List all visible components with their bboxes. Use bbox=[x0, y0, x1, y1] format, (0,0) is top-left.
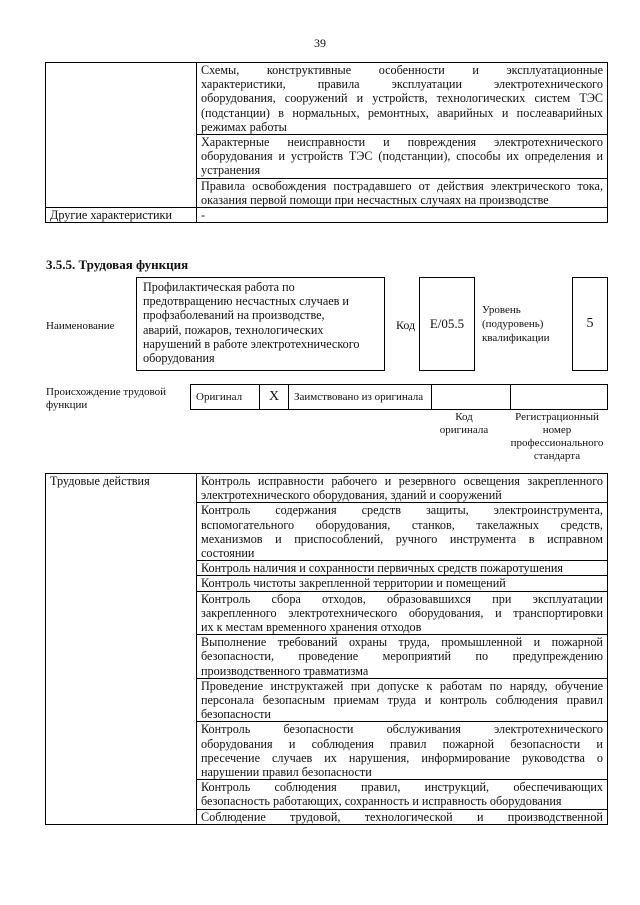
word: по bbox=[475, 649, 489, 664]
word: отходов, bbox=[322, 591, 366, 606]
text-line bbox=[201, 649, 603, 663]
word: электротехнического bbox=[494, 722, 603, 737]
knowledge-cell-first-aid bbox=[197, 178, 608, 207]
word: оборудования bbox=[201, 736, 273, 751]
word: характеристики, bbox=[201, 77, 286, 92]
word: средств, bbox=[560, 517, 603, 532]
text-line: режимах работы bbox=[201, 119, 287, 134]
word: и bbox=[476, 809, 484, 824]
text-line bbox=[201, 635, 603, 649]
knowledge-cell-schemes bbox=[197, 63, 608, 135]
word: производственной bbox=[507, 809, 603, 824]
caption-line: оригинала bbox=[439, 424, 489, 436]
word: и bbox=[275, 531, 282, 546]
word: неисправности bbox=[287, 135, 366, 150]
page-number: 39 bbox=[314, 36, 326, 50]
caption-line: номер bbox=[542, 424, 572, 436]
level-label-line: Уровень bbox=[482, 304, 521, 316]
word: обеспечивающих bbox=[513, 780, 603, 795]
name-label: Наименование bbox=[46, 320, 115, 332]
word: Контроль bbox=[201, 780, 251, 795]
word: правил bbox=[390, 736, 427, 751]
word: безопасности bbox=[283, 722, 354, 737]
word: эксплуатации bbox=[391, 77, 462, 92]
original-mark: X bbox=[260, 385, 289, 410]
word: эксплуатационные bbox=[506, 63, 603, 77]
text-line: Контроль исправности рабочего и резервного освещения закрепленного bbox=[201, 474, 603, 488]
level-label-line: квалификации bbox=[482, 332, 550, 344]
word: безопасности, bbox=[201, 649, 275, 664]
word: мероприятий bbox=[382, 649, 452, 664]
name-line: оборудования bbox=[143, 351, 215, 366]
text-line bbox=[201, 518, 603, 532]
word: промышленной bbox=[441, 635, 523, 650]
word: вспомогательного bbox=[201, 517, 295, 532]
word: труда, bbox=[398, 635, 430, 650]
text-line: устранения bbox=[201, 163, 261, 178]
word: электротехнического bbox=[494, 77, 603, 92]
word: конструктивные bbox=[266, 63, 352, 77]
labor-actions-table bbox=[45, 473, 608, 825]
caption-line: стандарта bbox=[533, 450, 581, 462]
word: оборудования, bbox=[315, 517, 391, 532]
labor-action-item bbox=[197, 561, 608, 576]
word: в bbox=[528, 531, 535, 546]
word: Схемы, bbox=[201, 63, 240, 77]
text-line: безопасности bbox=[201, 707, 271, 722]
name-line: предотвращению несчастных случаев и bbox=[143, 294, 349, 309]
origin-label-line: функции bbox=[46, 399, 88, 411]
word: безопасности bbox=[510, 736, 581, 751]
text-line: персонала безопасным приемам труда и контроль соблюдения правил bbox=[201, 693, 603, 708]
word: станков, bbox=[411, 517, 455, 532]
labor-action-item bbox=[197, 635, 608, 679]
knowledge-cell-faults bbox=[197, 135, 608, 179]
text-line bbox=[201, 135, 603, 149]
word: Контроль bbox=[201, 591, 251, 606]
word: правила bbox=[317, 77, 360, 92]
text-line bbox=[201, 592, 603, 606]
text-line bbox=[201, 503, 603, 517]
original-label: Оригинал bbox=[191, 385, 260, 410]
code-label: Код bbox=[396, 318, 416, 332]
registration-number-caption bbox=[506, 411, 608, 463]
text-line: оборудования, сооружений и устройств, технологических систем ТЭС bbox=[201, 91, 603, 106]
origin-label-line: Происхождение трудовой bbox=[46, 386, 167, 398]
word: такелажных bbox=[476, 517, 539, 532]
text-line bbox=[201, 63, 603, 77]
caption-line: Регистрационный bbox=[515, 411, 599, 423]
word: исправном bbox=[547, 531, 603, 546]
word: электроинструмента, bbox=[493, 503, 603, 518]
name-line: аварий, пожаров, технологических bbox=[143, 322, 324, 337]
text-line: безопасность работающих, сохранность и исправность оборудования bbox=[201, 794, 562, 809]
labor-action-item bbox=[197, 809, 608, 824]
word: и bbox=[383, 135, 390, 150]
name-line: Профилактическая работа по bbox=[143, 280, 295, 294]
level-value-box bbox=[572, 277, 608, 371]
text-line: производственного травматизма bbox=[201, 663, 369, 678]
code-value-box bbox=[419, 277, 475, 371]
word: ручного bbox=[395, 531, 438, 546]
text-line bbox=[201, 722, 603, 736]
knowledge-table bbox=[45, 62, 608, 223]
word: приспособлений, bbox=[294, 531, 384, 546]
labor-action-item bbox=[197, 591, 608, 635]
word: инструкций, bbox=[424, 780, 490, 795]
word: и bbox=[288, 736, 296, 751]
text-line: состоянии bbox=[201, 546, 255, 561]
word: и bbox=[472, 63, 479, 77]
text-line: Контроль наличия и сохранности первичных средств пожаротушения bbox=[201, 561, 564, 576]
word: электротехнического bbox=[494, 135, 603, 150]
word: эксплуатации bbox=[532, 591, 603, 606]
text-line: электротехнического оборудования, зданий и сооружений bbox=[201, 488, 502, 503]
word: механизмов bbox=[201, 531, 263, 546]
word: и bbox=[533, 635, 541, 650]
labor-action-item bbox=[197, 474, 608, 503]
text-line bbox=[201, 532, 603, 546]
name-line: профзаболеваний на производстве, bbox=[143, 308, 325, 323]
text-line: Проведение инструктажей при допуске к работам по наряду, обучение bbox=[201, 678, 603, 693]
word: пожарной bbox=[551, 635, 603, 650]
word: предупреждению bbox=[512, 649, 603, 664]
word: особенности bbox=[378, 63, 445, 77]
origin-table bbox=[190, 384, 608, 410]
word: технологической bbox=[364, 809, 453, 824]
origin-label bbox=[46, 386, 186, 412]
word: Соблюдение bbox=[201, 809, 266, 824]
other-characteristics-label: Другие характеристики bbox=[46, 208, 197, 223]
word: соблюдения bbox=[311, 736, 374, 751]
text-line: оказания первой помощи при несчастных случаях на производстве bbox=[201, 192, 549, 207]
text-line: Контроль чистоты закрепленной территории и помещений bbox=[201, 576, 506, 591]
level-label-line: (подуровень) bbox=[482, 318, 544, 330]
caption-line: Код bbox=[455, 411, 473, 423]
labor-action-item bbox=[197, 678, 608, 722]
text-line: (подстанции) в нормальных, ремонтных, аварийных и послеаварийных bbox=[201, 105, 603, 120]
section-heading: 3.5.5. Трудовая функция bbox=[46, 257, 189, 272]
labor-actions-label: Трудовые действия bbox=[46, 474, 197, 825]
text-line bbox=[201, 737, 603, 751]
word: Контроль bbox=[201, 503, 251, 518]
word: содержания bbox=[275, 503, 337, 518]
text-line bbox=[201, 77, 603, 91]
labor-action-item bbox=[197, 780, 608, 809]
word: Характерные bbox=[201, 135, 270, 150]
word: инструмента bbox=[449, 531, 517, 546]
text-line: пресечение случаев их нарушения, информирование руководства о bbox=[201, 750, 603, 765]
registration-number-cell bbox=[511, 385, 608, 410]
original-code-caption bbox=[425, 411, 503, 437]
word: образовавшихся bbox=[386, 591, 472, 606]
word: и bbox=[596, 736, 603, 751]
labor-action-item bbox=[197, 722, 608, 780]
name-line: нарушений в работе электротехнического bbox=[143, 336, 360, 351]
text-line: Правила освобождения пострадавшего от действия электрического тока, bbox=[201, 178, 603, 193]
word: правил, bbox=[360, 780, 401, 795]
word: при bbox=[492, 591, 512, 606]
word: соблюдения bbox=[274, 780, 337, 795]
word: сбора bbox=[271, 591, 301, 606]
word: требований bbox=[277, 635, 338, 650]
text-line bbox=[201, 810, 603, 824]
other-characteristics-value: - bbox=[197, 208, 608, 223]
level-label bbox=[482, 303, 549, 345]
caption-line: профессионального bbox=[510, 437, 604, 449]
word: охраны bbox=[348, 635, 388, 650]
knowledge-label-cell bbox=[46, 63, 197, 208]
word: повреждения bbox=[407, 135, 477, 150]
word: трудовой, bbox=[290, 809, 341, 824]
word: проведение bbox=[298, 649, 359, 664]
word: защиты, bbox=[425, 503, 469, 518]
level-value: 5 bbox=[586, 316, 594, 331]
function-name-box bbox=[136, 277, 385, 371]
code-value: E/05.5 bbox=[429, 316, 465, 331]
text-line: их к местам временного хранения отходов bbox=[201, 620, 422, 635]
borrowed-label: Заимствовано из оригинала bbox=[289, 385, 432, 410]
labor-action-item bbox=[197, 576, 608, 591]
word: средств bbox=[361, 503, 402, 518]
word: обслуживания bbox=[386, 722, 461, 737]
original-code-cell bbox=[432, 385, 511, 410]
word: пожарной bbox=[442, 736, 495, 751]
text-line: нарушении правил безопасности bbox=[201, 765, 372, 780]
text-line: закрепленного электротехнического оборудования, и транспортировки bbox=[201, 605, 603, 620]
word: Контроль bbox=[201, 722, 251, 737]
text-line bbox=[201, 780, 603, 794]
text-line: оборудования и устройств ТЭС (подстанции), способы их определения и bbox=[201, 149, 603, 164]
labor-action-item bbox=[197, 503, 608, 561]
word: Выполнение bbox=[201, 635, 267, 650]
